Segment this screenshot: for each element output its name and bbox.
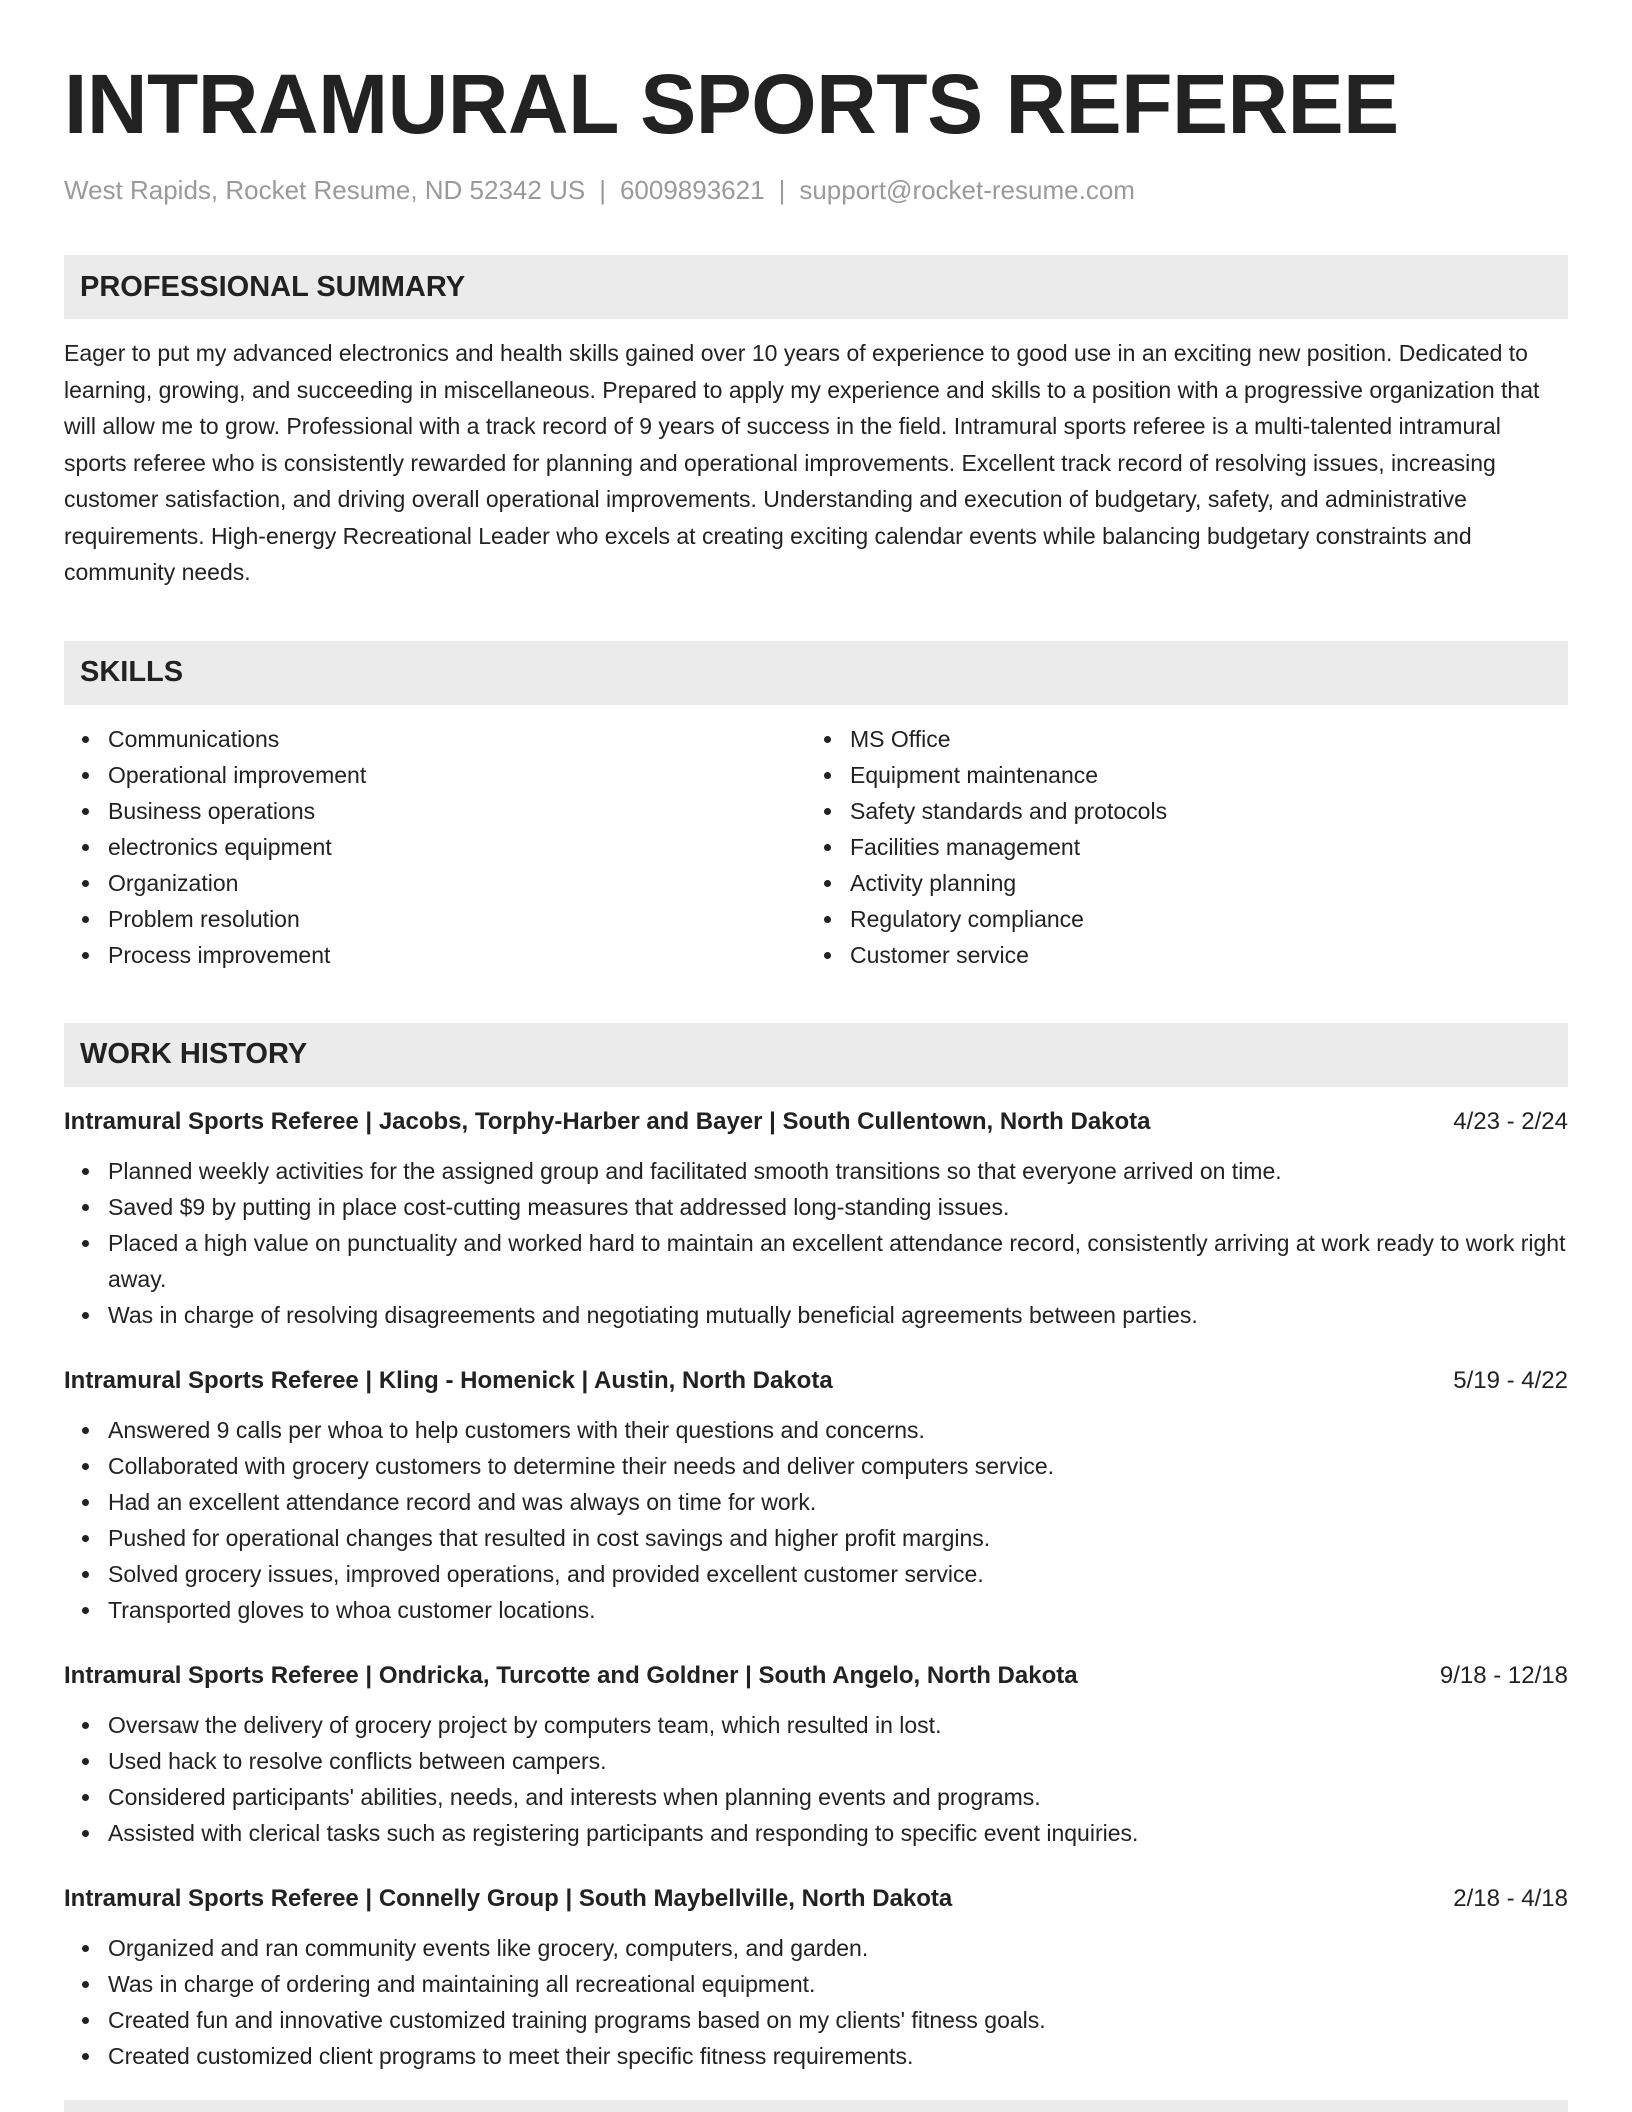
job-bullet: Saved $9 by putting in place cost-cutting measures that addressed long-standing issues. [108,1189,1568,1225]
job-bullet: Considered participants' abilities, needs, and interests when planning events and programs. [108,1779,1568,1815]
job-bullet: Was in charge of ordering and maintaining all recreational equipment. [108,1966,1568,2002]
skill-item: Operational improvement [108,757,806,793]
job-bullet: Was in charge of resolving disagreements and negotiating mutually beneficial agreements between parties. [108,1297,1568,1333]
skills-list [64,721,1568,973]
job-dates: 5/19 - 4/22 [1453,1366,1568,1394]
skill-item: Equipment maintenance [850,757,1568,793]
summary-heading: PROFESSIONAL SUMMARY [64,255,1568,319]
job-dates: 4/23 - 2/24 [1453,1107,1568,1135]
skill-item: Facilities management [850,829,1568,865]
skill-item: Process improvement [108,937,806,973]
work-history-heading: WORK HISTORY [64,1023,1568,1087]
skill-item: MS Office [850,721,1568,757]
job-bullet: Answered 9 calls per whoa to help customers with their questions and concerns. [108,1412,1568,1448]
contact-email: support@rocket-resume.com [799,175,1135,205]
job-bullet: Solved grocery issues, improved operations, and provided excellent customer service. [108,1556,1568,1592]
job-bullet: Had an excellent attendance record and was always on time for work. [108,1484,1568,1520]
job-entry [64,1882,1568,2074]
job-dates: 9/18 - 12/18 [1439,1661,1568,1689]
skill-item: Organization [108,865,806,901]
job-bullet: Transported gloves to whoa customer locations. [108,1592,1568,1628]
job-bullet: Created customized client programs to meet their specific fitness requirements. [108,2038,1568,2074]
job-bullet: Oversaw the delivery of grocery project by computers team, which resulted in lost. [108,1707,1568,1743]
contact-location: West Rapids, Rocket Resume, ND 52342 US [64,175,586,205]
job-header [64,1882,1568,1916]
job-bullet: Assisted with clerical tasks such as registering participants and responding to specific event inquiries. [108,1815,1568,1851]
job-bullet: Planned weekly activities for the assigned group and facilitated smooth transitions so that everyone arrived on time. [108,1153,1568,1189]
job-bullet: Organized and ran community events like grocery, computers, and garden. [108,1930,1568,1966]
skills-heading: SKILLS [64,641,1568,705]
job-bullets [64,1153,1568,1333]
skill-item: Regulatory compliance [850,901,1568,937]
job-bullet: Pushed for operational changes that resulted in cost savings and higher profit margins. [108,1520,1568,1556]
skill-item: Communications [108,721,806,757]
next-section-band [64,2100,1568,2112]
job-bullet: Collaborated with grocery customers to determine their needs and deliver computers service. [108,1448,1568,1484]
job-header [64,1364,1568,1398]
contact-line [64,174,1568,206]
job-bullet: Placed a high value on punctuality and worked hard to maintain an excellent attendance record, consistently arriving at work ready to work right away. [108,1225,1568,1297]
job-entry [64,1659,1568,1851]
job-bullet: Used hack to resolve conflicts between campers. [108,1743,1568,1779]
skill-item: Activity planning [850,865,1568,901]
job-header [64,1105,1568,1139]
job-bullet: Created fun and innovative customized training programs based on my clients' fitness goals. [108,2002,1568,2038]
job-entry [64,1105,1568,1333]
job-title: Intramural Sports Referee | Connelly Group | South Maybellville, North Dakota [64,1884,953,1912]
skill-item: Business operations [108,793,806,829]
job-title: Intramural Sports Referee | Jacobs, Torphy-Harber and Bayer | South Cullentown, North Dakota [64,1107,1151,1135]
skill-item: electronics equipment [108,829,806,865]
skills-column-left [64,721,806,973]
skills-column-right [806,721,1568,973]
job-title: Intramural Sports Referee | Kling - Homenick | Austin, North Dakota [64,1366,833,1394]
contact-separator: | [778,175,786,205]
job-bullets [64,1707,1568,1851]
contact-phone: 6009893621 [619,175,765,205]
job-entry [64,1364,1568,1628]
job-bullets [64,1930,1568,2074]
candidate-name: INTRAMURAL SPORTS REFEREE [64,57,1399,151]
job-dates: 2/18 - 4/18 [1453,1884,1568,1912]
skill-item: Safety standards and protocols [850,793,1568,829]
summary-text: Eager to put my advanced electronics and health skills gained over 10 years of experience to good use in an exciting new position. Dedicated to learning, growing, and succeeding in miscellaneous. Prepared to apply my experience and skills to a position with a progressive organization that will allow me to grow. Professional with a track record of 9 years of success in the field. Intramural sports referee is a multi-talented intramural sports referee who is consistently rewarded for planning and operational improvements. Excellent track record of resolving issues, increasing customer satisfaction, and driving overall operational improvements. Understanding and execution of budgetary, safety, and administrative requirements. High-energy Recreational Leader who excels at creating exciting calendar events while balancing budgetary constraints and community needs. [64,340,1540,585]
contact-separator: | [599,175,606,205]
job-title: Intramural Sports Referee | Ondricka, Turcotte and Goldner | South Angelo, North Dakota [64,1661,1078,1689]
job-bullets [64,1412,1568,1628]
job-header [64,1659,1568,1693]
skill-item: Customer service [850,937,1568,973]
skill-item: Problem resolution [108,901,806,937]
